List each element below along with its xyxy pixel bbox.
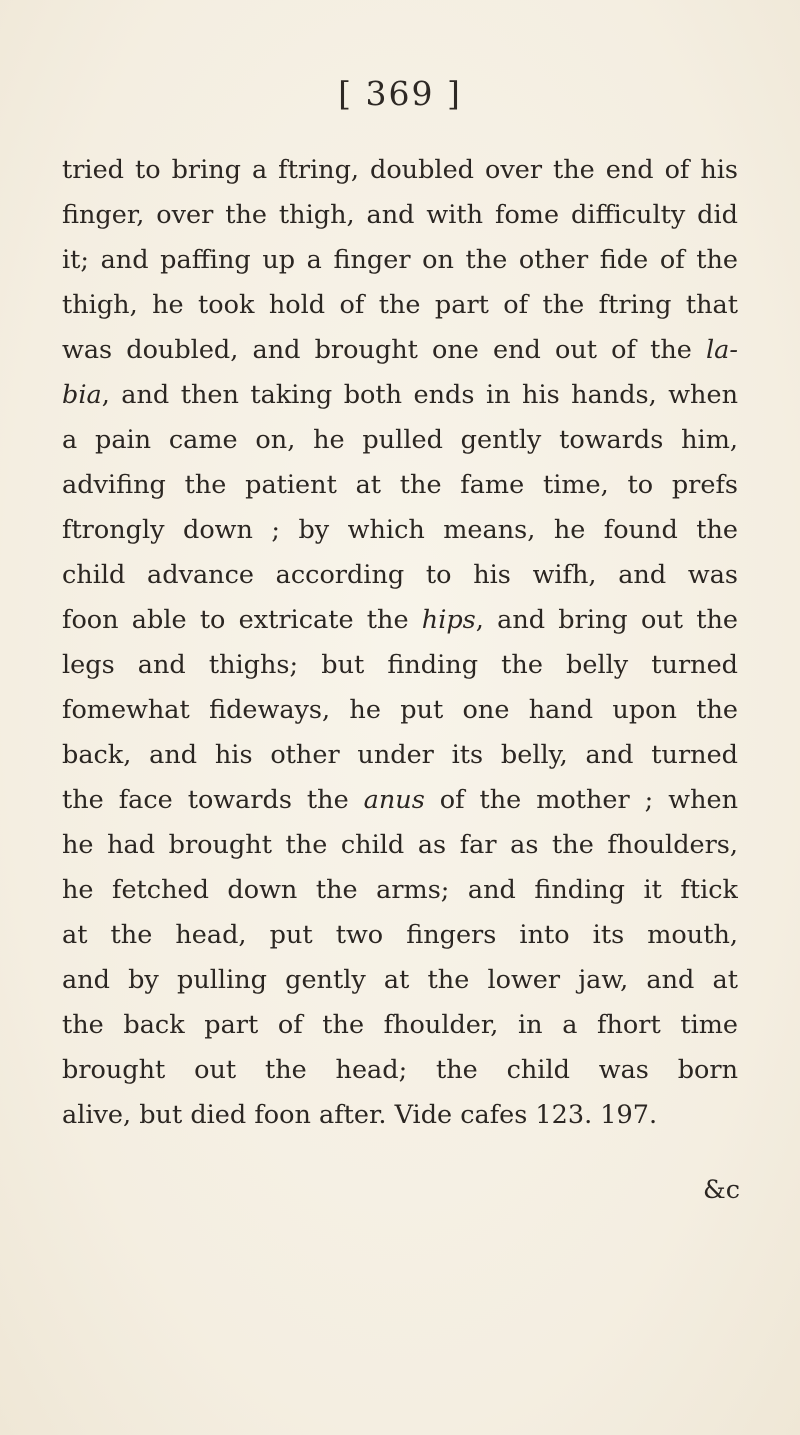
text-line bbox=[62, 598, 738, 643]
line-text: was doubled, and brought one end out of the bbox=[62, 335, 707, 365]
line-text: fomewhat fideways, he put one hand upon the bbox=[62, 695, 738, 725]
line-text: he fetched down the arms; and finding it ftick bbox=[62, 875, 738, 905]
body-text bbox=[62, 148, 738, 1138]
text-line bbox=[62, 1048, 738, 1093]
line-text: the face towards the bbox=[62, 785, 364, 815]
line-text: child advance according to his wifh, and was bbox=[62, 560, 738, 590]
text-line bbox=[62, 1093, 738, 1138]
line-text: ftrongly down ; by which means, he found the bbox=[62, 515, 738, 545]
text-line bbox=[62, 283, 738, 328]
line-text: advifing the patient at the fame time, to prefs bbox=[62, 470, 738, 500]
text-line bbox=[62, 463, 738, 508]
line-text: of the mother ; when bbox=[424, 785, 738, 815]
line-text: alive, but died foon after. Vide cafes 123. 197. bbox=[62, 1100, 658, 1130]
italic-text: bia bbox=[62, 380, 102, 410]
text-line bbox=[62, 733, 738, 778]
text-line bbox=[62, 418, 738, 463]
catchword: &c bbox=[703, 1175, 740, 1205]
text-line bbox=[62, 868, 738, 913]
text-line bbox=[62, 553, 738, 598]
italic-text: anus bbox=[363, 785, 425, 815]
text-line bbox=[62, 193, 738, 238]
text-line bbox=[62, 373, 738, 418]
text-line bbox=[62, 958, 738, 1003]
line-text: , and bring out the bbox=[475, 605, 738, 635]
line-text: brought out the head; the child was born bbox=[62, 1055, 738, 1085]
line-text: legs and thighs; but finding the belly turned bbox=[62, 650, 738, 680]
line-text: , and then taking both ends in his hands, when bbox=[101, 380, 738, 410]
text-line bbox=[62, 508, 738, 553]
italic-text: hips bbox=[421, 605, 476, 635]
line-text: thigh, he took hold of the part of the ftring that bbox=[62, 290, 738, 320]
text-line bbox=[62, 778, 738, 823]
line-text: he had brought the child as far as the fhoulders, bbox=[62, 830, 738, 860]
text-line bbox=[62, 823, 738, 868]
text-line bbox=[62, 238, 738, 283]
text-line bbox=[62, 328, 738, 373]
line-text: at the head, put two fingers into its mouth, bbox=[62, 920, 738, 950]
text-line bbox=[62, 913, 738, 958]
page-number: [ 369 ] bbox=[338, 74, 462, 113]
line-text: a pain came on, he pulled gently towards him, bbox=[62, 425, 738, 455]
text-line bbox=[62, 1003, 738, 1048]
line-text: the back part of the fhoulder, in a fhort time bbox=[62, 1010, 738, 1040]
italic-text: la- bbox=[706, 335, 738, 365]
line-text: back, and his other under its belly, and turned bbox=[62, 740, 738, 770]
text-line bbox=[62, 643, 738, 688]
text-line bbox=[62, 148, 738, 193]
line-text: foon able to extricate the bbox=[62, 605, 422, 635]
line-text: it; and paffing up a finger on the other fide of the bbox=[62, 245, 738, 275]
line-text: and by pulling gently at the lower jaw, and at bbox=[62, 965, 738, 995]
line-text: finger, over the thigh, and with fome difficulty did bbox=[62, 200, 738, 230]
text-line bbox=[62, 688, 738, 733]
line-text: tried to bring a ftring, doubled over the end of his bbox=[62, 155, 738, 185]
